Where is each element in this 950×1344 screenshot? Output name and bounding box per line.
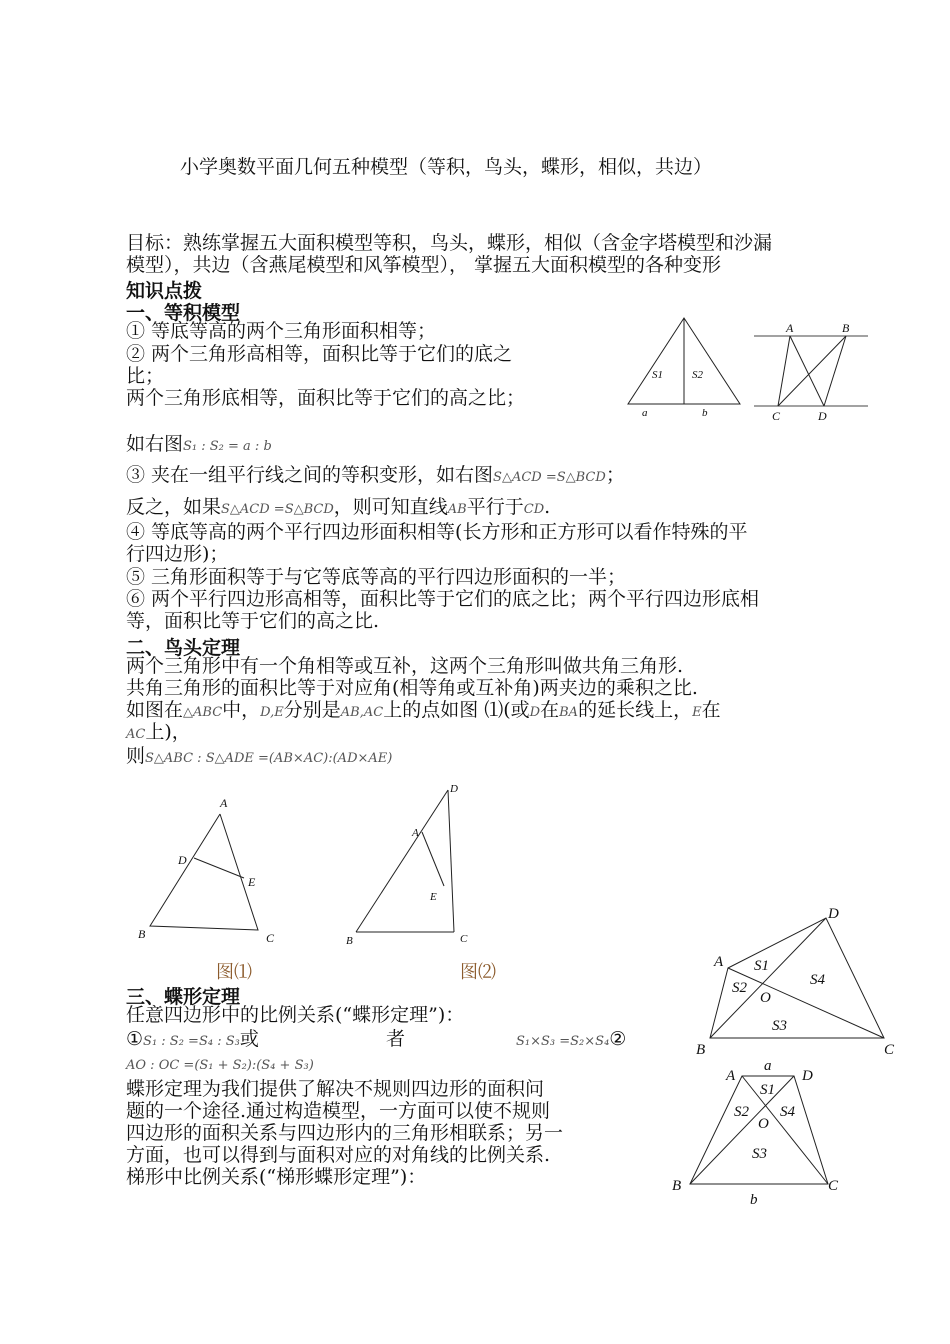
goal-line-2: 模型），共边（含燕尾模型和风筝模型）， 掌握五大面积模型的各种变形 xyxy=(126,254,722,276)
label-B: B xyxy=(696,1042,706,1058)
formula-butterfly-2: S₁×S₃ =S₂×S₄ xyxy=(516,1034,610,1049)
label-C: C xyxy=(828,1178,839,1194)
label-C: C xyxy=(460,933,468,945)
label-S2: S2 xyxy=(732,980,747,996)
sec2-p4-a: 上)， xyxy=(145,721,191,743)
circle-1: ① xyxy=(126,1028,144,1050)
sec3-p7: 方面，也可以得到与面积对应的对角线的比例关系. xyxy=(126,1144,551,1166)
sec2-p2: 共角三角形的面积比等于对应角(相等角或互补角)两夹边的乘积之比. xyxy=(126,677,698,699)
sec1-p9a: ⑥ 两个平行四边形高相等，面积比等于它们的底之比；两个平行四边形底相 xyxy=(126,588,760,610)
label-D: D xyxy=(818,409,827,423)
sec3-p4: 蝶形定理为我们提供了解决不规则四边形的面积问 xyxy=(126,1078,545,1100)
formula-bird-head: S△ABC : S△ADE =(AB×AC):(AD×AE) xyxy=(145,751,393,766)
point-e: E xyxy=(692,705,702,720)
sec1-p7b: 行四边形)； xyxy=(126,543,229,565)
label-s2: S2 xyxy=(692,369,703,381)
sec1-p2b: 比； xyxy=(126,365,165,387)
sec3-p1: 任意四边形中的比例关系(“蝶形定理”)： xyxy=(126,1004,465,1026)
formula-ao-oc: AO : OC =(S₁ + S₂):(S₄ + S₃) xyxy=(126,1058,314,1073)
label-S3: S3 xyxy=(752,1146,767,1162)
sec1-p6-a: 反之，如果 xyxy=(126,496,222,518)
triangle-abc: △ABC xyxy=(183,705,223,720)
sec1-p4-prefix: 如右图 xyxy=(126,433,184,455)
sec2-p3-e: 在 xyxy=(540,699,560,721)
label-a: a xyxy=(642,407,648,419)
sec2-p3-b: 中， xyxy=(222,699,261,721)
sec1-p4 xyxy=(126,433,272,458)
sec1-p5-suffix: ； xyxy=(605,464,625,486)
label-A: A xyxy=(412,827,419,839)
sec1-p8: ⑤ 三角形面积等于与它等底等高的平行四边形面积的一半； xyxy=(126,566,627,588)
segments-ab-ac: AB,AC xyxy=(340,705,384,720)
label-s1: S1 xyxy=(652,369,663,381)
segment-ba: BA xyxy=(559,705,579,720)
label-E: E xyxy=(430,891,437,903)
sec1-p2a: ② 两个三角形高相等，面积比等于它们的底之 xyxy=(126,343,513,365)
line-ab: AB xyxy=(447,502,467,517)
label-b: b xyxy=(750,1192,758,1208)
sec3-p3 xyxy=(126,1052,314,1077)
label-D: D xyxy=(828,906,839,922)
goal-line-1: 目标：熟练掌握五大面积模型等积，鸟头，蝶形，相似（含金字塔模型和沙漏 xyxy=(126,232,773,254)
figure-butterfly-trapezoid xyxy=(668,1054,858,1214)
sec3-p6: 四边形的面积关系与四边形内的三角形相联系；另一 xyxy=(126,1122,564,1144)
sec2-p3-g: 在 xyxy=(701,699,721,721)
label-S3: S3 xyxy=(772,1018,787,1034)
label-C: C xyxy=(772,409,781,423)
label-S4: S4 xyxy=(780,1104,795,1120)
label-O: O xyxy=(760,990,771,1006)
page-title: 小学奥数平面几何五种模型（等积，鸟头，蝶形，相似，共边） xyxy=(180,156,713,178)
formula-acd-bcd-2: S△ACD =S△BCD xyxy=(221,502,334,517)
formula-acd-bcd: S△ACD =S△BCD xyxy=(493,470,606,485)
label-B: B xyxy=(138,927,146,941)
sec2-p4 xyxy=(126,721,191,746)
label-C: C xyxy=(884,1042,895,1058)
label-D: D xyxy=(450,783,458,795)
sec1-p5 xyxy=(126,464,625,489)
sec3-p2-or: 或 xyxy=(239,1028,259,1050)
sec1-p3: 两个三角形底相等，面积比等于它们的高之比； xyxy=(126,387,526,409)
knowledge-heading: 知识点拨 xyxy=(126,280,203,302)
section-2-heading: 二、鸟头定理 xyxy=(126,637,241,659)
sec1-p6 xyxy=(126,496,550,521)
label-O: O xyxy=(758,1116,769,1132)
label-S4: S4 xyxy=(810,972,825,988)
label-A: A xyxy=(786,321,794,335)
section-1-heading: 一、等积模型 xyxy=(126,302,241,324)
sec1-p7a: ④ 等底等高的两个平行四边形面积相等(长方形和正方形可以看作特殊的平 xyxy=(126,521,748,543)
label-B: B xyxy=(346,935,353,947)
sec2-p5-a: 则 xyxy=(126,745,146,767)
sec2-p3-f: 的延长线上， xyxy=(578,699,693,721)
point-d: D xyxy=(529,705,541,720)
label-a: a xyxy=(764,1058,772,1074)
label-B: B xyxy=(672,1178,682,1194)
formula-s1-s2: S₁ : S₂ = a : b xyxy=(183,439,272,454)
formula-butterfly-1: S₁ : S₂ =S₄ : S₃ xyxy=(143,1034,240,1049)
sec3-p2 xyxy=(126,1028,259,1053)
label-C: C xyxy=(266,931,275,945)
line-cd: CD xyxy=(523,502,545,517)
label-A: A xyxy=(220,796,228,810)
sec1-p9b: 等，面积比等于它们的高之比. xyxy=(126,610,380,632)
segment-ac: AC xyxy=(126,727,146,742)
points-de: D,E xyxy=(260,705,284,720)
sec3-p2-right xyxy=(516,1028,626,1053)
sec1-p5-prefix: ③ 夹在一组平行线之间的等积变形，如右图 xyxy=(126,464,494,486)
figure-parallel-lines xyxy=(750,318,872,428)
fig2-caption: 图⑵ xyxy=(460,962,496,983)
circle-2: ② xyxy=(609,1028,627,1050)
label-D: D xyxy=(802,1068,813,1084)
label-A: A xyxy=(714,954,724,970)
sec2-p3-c: 分别是 xyxy=(283,699,341,721)
figure-bird-head-2 xyxy=(340,780,480,952)
sec3-p2-c: 者 xyxy=(386,1028,406,1050)
sec2-p3-d: 上的点如图 ⑴(或 xyxy=(383,699,530,721)
label-S2: S2 xyxy=(734,1104,749,1120)
label-D: D xyxy=(178,853,187,867)
section-3-heading: 三、蝶形定理 xyxy=(126,986,241,1008)
sec1-p1: ① 等底等高的两个三角形面积相等； xyxy=(126,320,437,342)
sec2-p5 xyxy=(126,745,392,770)
figure-bird-head-1 xyxy=(132,792,282,952)
sec3-p8: 梯形中比例关系(“梯形蝶形定理”)： xyxy=(126,1166,427,1188)
sec3-p5: 题的一个途径.通过构造模型，一方面可以使不规则 xyxy=(126,1100,551,1122)
fig1-caption: 图⑴ xyxy=(216,962,252,983)
label-E: E xyxy=(248,875,256,889)
sec1-p6-c: 平行于 xyxy=(466,496,524,518)
label-B: B xyxy=(842,321,850,335)
label-S1: S1 xyxy=(760,1082,775,1098)
sec1-p6-b: ，则可知直线 xyxy=(333,496,448,518)
sec1-p6-d: . xyxy=(544,496,551,518)
figure-butterfly-quad xyxy=(690,900,910,1062)
sec2-p3-a: 如图在 xyxy=(126,699,184,721)
sec2-p1: 两个三角形中有一个角相等或互补，这两个三角形叫做共角三角形. xyxy=(126,655,684,677)
label-S1: S1 xyxy=(754,958,769,974)
sec2-p3 xyxy=(126,699,721,724)
label-b: b xyxy=(702,407,708,419)
figure-equal-area-triangle xyxy=(618,312,748,422)
label-A: A xyxy=(726,1068,736,1084)
